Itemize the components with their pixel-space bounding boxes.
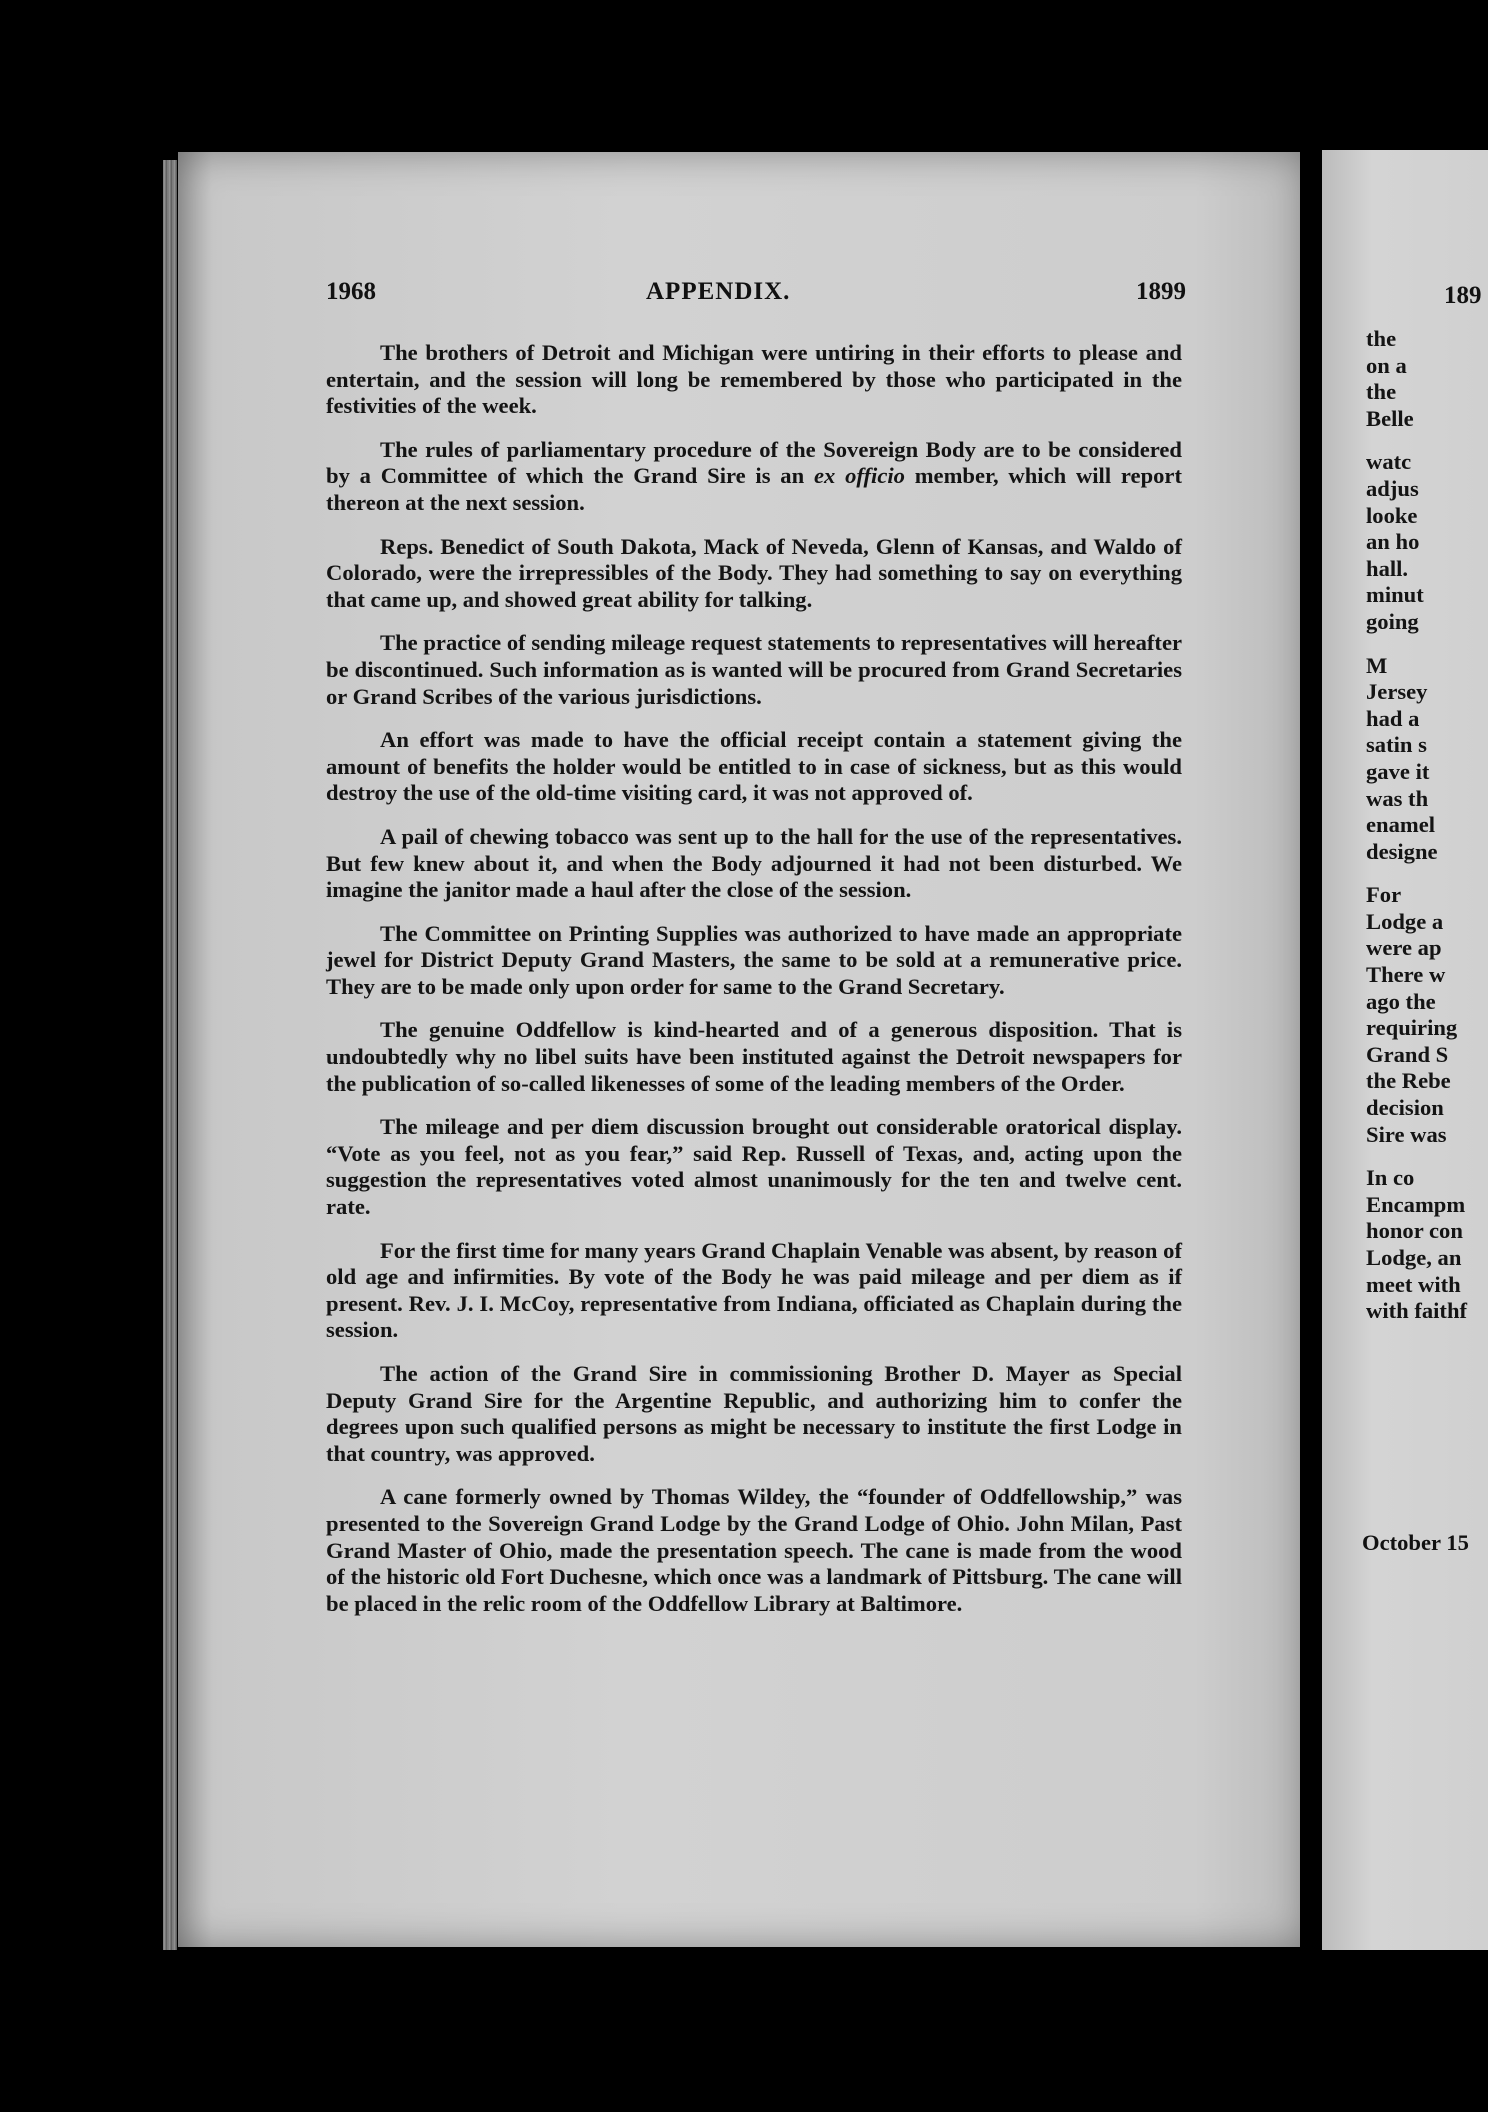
right-page-line: the xyxy=(1366,326,1397,351)
paragraph-2 xyxy=(326,437,1182,517)
right-page-line: In co xyxy=(1366,1165,1415,1191)
right-page-gap xyxy=(1366,865,1488,882)
paragraph-9: The mileage and per diem discussion brought out considerable oratorical display. “Vote as you feel, not as you fear,” said Rep. Russell of Texas, and, acting upon the suggestion the representatives voted almost unanimously for the ten and twelve cent. rate. xyxy=(326,1114,1182,1220)
right-page-line: Encampm xyxy=(1366,1191,1466,1217)
right-page-line: M xyxy=(1366,652,1388,678)
right-page-line: had a xyxy=(1366,705,1420,731)
right-page-line: going xyxy=(1366,608,1419,634)
running-title: APPENDIX. xyxy=(646,278,791,305)
right-page-number: 189 xyxy=(1444,282,1482,309)
right-page-line: gave it xyxy=(1366,758,1430,784)
right-page-line: Lodge, an xyxy=(1366,1245,1462,1270)
right-page-text xyxy=(1366,278,1488,1325)
right-page-line: requiring xyxy=(1366,1015,1458,1041)
right-page-line: Jersey xyxy=(1366,679,1428,705)
paragraph-3: Reps. Benedict of South Dakota, Mack of Neveda, Glenn of Kansas, and Waldo of Colorado, were the irrepressibles of the Body. They had something to say on everything that came up, and showed great ability for talking. xyxy=(326,533,1182,612)
right-page-line: on a xyxy=(1366,352,1407,378)
right-page-line: Lodge a xyxy=(1366,908,1444,934)
right-page-gap xyxy=(1366,636,1488,653)
paragraph-10: For the first time for many years Grand Chaplain Venable was absent, by reason of old age and infirmities. By vote of the Body he was paid mileage and per diem as if present. Rev. J. I. McCoy, representative from Indiana, officiated as Chaplain during the session. xyxy=(326,1237,1182,1343)
right-page-line: watc xyxy=(1366,449,1412,475)
paragraph-11: The action of the Grand Sire in commissioning Brother D. Mayer as Special Deputy Grand Sire for the Argentine Republic, and authorizing him to confer the degrees upon such qualified persons as might be necessary to institute the first Lodge in that country, was approved. xyxy=(326,1361,1182,1466)
right-page-line: adjus xyxy=(1366,475,1419,501)
right-page-line: Belle xyxy=(1366,405,1414,431)
page-header xyxy=(326,278,1186,318)
right-page-line: the xyxy=(1366,379,1397,405)
right-page-line: decision xyxy=(1366,1095,1444,1121)
right-page-line: was th xyxy=(1366,785,1429,811)
right-page-line: the Rebe xyxy=(1366,1068,1451,1094)
paragraph-2-italic: ex officio xyxy=(813,463,905,489)
right-page-line: were ap xyxy=(1366,935,1442,961)
right-page-line: Sire was xyxy=(1366,1121,1447,1147)
right-page-line: There w xyxy=(1366,962,1446,988)
right-page-line: Grand S xyxy=(1366,1041,1449,1067)
paragraph-2-part-1: The rules of parliamentary procedure of the Sovereign Body are to be considered by a Committee of which the Grand Sire is an xyxy=(326,436,1182,489)
paragraph-1: The brothers of Detroit and Michigan were untiring in their efforts to please and entertain, and the session will long be remembered by those who participated in the festivities of the week. xyxy=(326,340,1182,419)
paragraph-5: An effort was made to have the official receipt contain a statement giving the amount of benefits the holder would be entitled to in case of sickness, but as this would destroy the use of the old-time visiting card, it was not approved of. xyxy=(326,727,1182,806)
right-page-line: designe xyxy=(1366,838,1438,864)
right-page-line: hall. xyxy=(1366,555,1409,581)
main-text xyxy=(326,340,1182,1634)
book-gutter xyxy=(1300,150,1324,1950)
page-number-left: 1968 xyxy=(326,278,376,305)
paragraph-2-part-2: member, which will report thereon at the next session. xyxy=(326,463,1182,515)
paragraph-8: The genuine Oddfellow is kind-hearted and of a generous disposition. That is undoubtedly why no libel suits have been instituted against the Detroit newspapers for the publication of so-called likenesses of some of the leading members of the Order. xyxy=(326,1017,1182,1096)
paragraph-4: The practice of sending mileage request statements to representatives will hereafter be discontinued. Such information as is wanted will be procured from Grand Secretaries or Grand Scribes of the various jurisdictions. xyxy=(326,630,1182,709)
right-page-line: meet with xyxy=(1366,1271,1461,1297)
paragraph-7: The Committee on Printing Supplies was authorized to have made an appropriate jewel for District Deputy Grand Masters, the same to be sold at a remunerative price. They are to be made only upon order for same to the Grand Secretary. xyxy=(326,920,1182,999)
right-page-date: October 15 xyxy=(1362,1530,1469,1555)
right-page-line: enamel xyxy=(1366,812,1436,838)
paragraph-6: A pail of chewing tobacco was sent up to the hall for the use of the representatives. But few knew about it, and when the Body adjourned it had not been disturbed. We imagine the janitor made a haul after the close of the session. xyxy=(326,823,1182,903)
right-page-line: minut xyxy=(1366,582,1424,608)
year-right: 1899 xyxy=(1136,278,1186,305)
paragraph-12: A cane formerly owned by Thomas Wildey, the “founder of Oddfellowship,” was presented to the Sovereign Grand Lodge by the Grand Lodge of Ohio. John Milan, Past Grand Master of Ohio, made the presentation speech. The cane is made from the wood of the historic old Fort Duchesne, which once was a landmark of Pittsburg. The cane will be placed in the relic room of the Oddfellow Library at Baltimore. xyxy=(326,1484,1182,1616)
right-page-gap xyxy=(1366,1148,1488,1165)
right-page-line: looke xyxy=(1366,502,1418,528)
right-page-gap xyxy=(1366,432,1488,449)
page-stack-edge xyxy=(163,160,177,1950)
right-page-line: honor con xyxy=(1366,1218,1463,1244)
right-page-line: an ho xyxy=(1366,529,1420,555)
right-page-line: For xyxy=(1366,882,1402,908)
right-page-line: with faithf xyxy=(1366,1298,1468,1324)
right-page-line: ago the xyxy=(1366,988,1436,1014)
right-page-line: satin s xyxy=(1366,732,1427,758)
